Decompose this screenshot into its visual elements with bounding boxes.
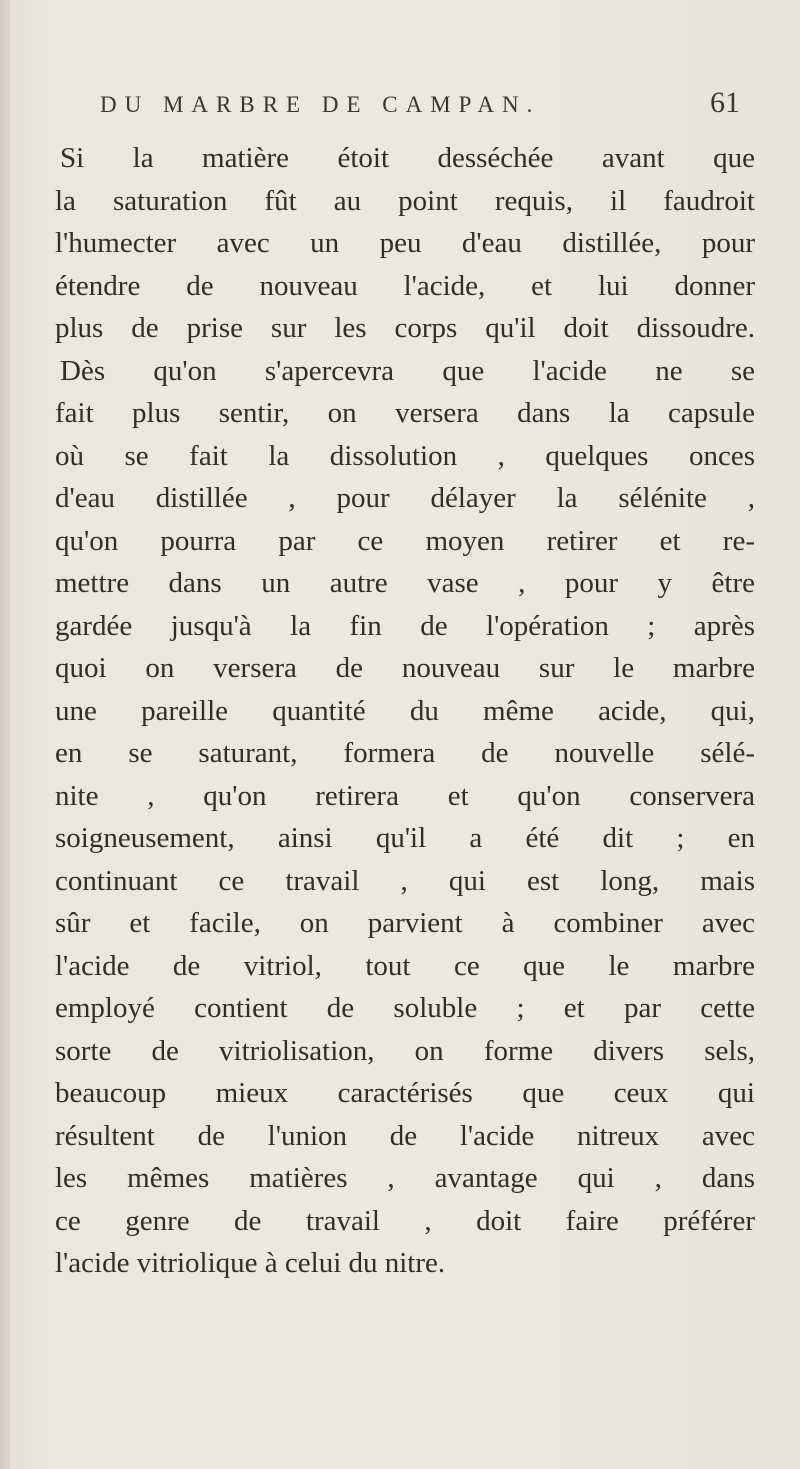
- text-line: beaucoup mieux caractérisés que ceux qui: [55, 1077, 755, 1109]
- text-line: en se saturant, formera de nouvelle sélé-: [55, 737, 755, 769]
- text-line: sûr et facile, on parvient à combiner avec: [55, 907, 755, 939]
- text-line: où se fait la dissolution , quelques onces: [55, 439, 755, 472]
- text-line: soigneusement, ainsi qu'il a été dit ; en: [55, 822, 755, 854]
- text-line: l'acide de vitriol, tout ce que le marbre: [55, 949, 755, 982]
- running-head: DU MARBRE DE CAMPAN.: [100, 92, 541, 117]
- text-line: mettre dans un autre vase , pour y être: [55, 567, 755, 599]
- text-line: nite , qu'on retirera et qu'on conservera: [55, 779, 755, 812]
- text-line: fait plus sentir, on versera dans la capsule: [55, 397, 755, 429]
- text-line: résultent de l'union de l'acide nitreux avec: [55, 1119, 755, 1152]
- text-line: d'eau distillée , pour délayer la sélénite ,: [55, 482, 755, 514]
- text-line: sorte de vitriolisation, on forme divers sels,: [55, 1034, 755, 1067]
- page-gutter: [0, 0, 10, 1469]
- text-line: quoi on versera de nouveau sur le marbre: [55, 652, 755, 684]
- text-line: Dès qu'on s'apercevra que l'acide ne se: [60, 354, 755, 387]
- body-paragraph: [55, 137, 755, 1285]
- text-line: ce genre de travail , doit faire préférer: [55, 1204, 755, 1237]
- text-line: gardée jusqu'à la fin de l'opération ; après: [55, 609, 755, 642]
- text-line: l'humecter avec un peu d'eau distillée, pour: [55, 227, 755, 259]
- text-line: plus de prise sur les corps qu'il doit dissoudre.: [55, 312, 755, 344]
- text-line: étendre de nouveau l'acide, et lui donner: [55, 269, 755, 302]
- text-line: Si la matière étoit desséchée avant que: [60, 142, 755, 174]
- text-line: continuant ce travail , qui est long, mais: [55, 864, 755, 897]
- page-number: 61: [710, 86, 740, 119]
- text-line: l'acide vitriolique à celui du nitre.: [55, 1247, 446, 1279]
- text-line: qu'on pourra par ce moyen retirer et re-: [55, 524, 755, 557]
- text-line: employé contient de soluble ; et par cette: [55, 992, 755, 1024]
- text-line: la saturation fût au point requis, il faudroit: [55, 184, 755, 217]
- text-line: les mêmes matières , avantage qui , dans: [55, 1162, 755, 1194]
- text-line: une pareille quantité du même acide, qui,: [55, 694, 755, 727]
